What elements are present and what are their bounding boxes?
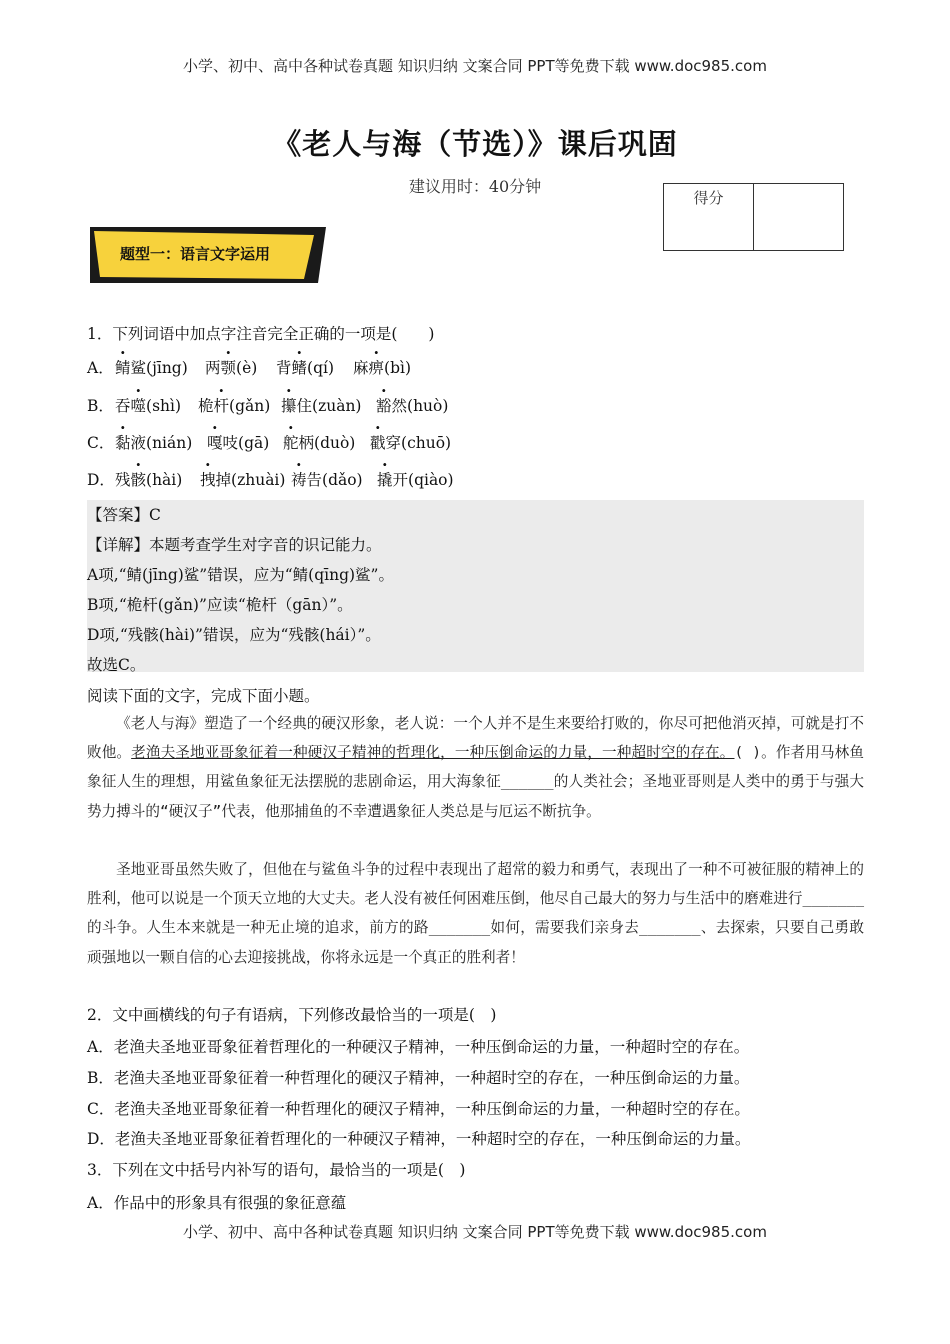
- q1-options: [87, 356, 867, 506]
- q1-option-a-word-1: 鲭鲨(jīng): [115, 359, 188, 377]
- q1-option-d-word-4: 撬开(qiào): [377, 471, 454, 489]
- q1-option-b-letter[interactable]: B．: [87, 397, 114, 415]
- explanation-a: A项,“鲭(jīng)鲨”错误，应为“鲭(qīng)鲨”。: [87, 566, 394, 584]
- score-label: 得分: [693, 189, 724, 207]
- page-header: 小学、初中、高中各种试卷真题 知识归纳 文案合同 PPT等免费下载 www.doc985.com: [183, 57, 767, 75]
- q1-option-b-word-1: 吞噬(shì): [115, 397, 182, 415]
- passage-paragraph-1: 《老人与海》塑造了一个经典的硬汉形象，老人说：一个人并不是生来要给打败的，你尽可把他消灭掉，可就是打不败他。老渔夫圣地亚哥象征着一种硬汉子精神的哲理化，一种压倒命运的力量，一种超时空的存在。( )。作者用马林鱼象征人生的理想，用鲨鱼象征无法摆脱的悲剧命运，用大海象征______的人类社会；圣地亚哥则是人类中的勇于与强大势力搏斗的“硬汉子”代表，他那捕鱼的不幸遭遇象征人类总是与厄运不断抗争。: [87, 715, 864, 820]
- q1-option-d-word-1: 残骸(hài): [115, 471, 183, 489]
- explanation-b: B项,“桅杆(gǎn)”应读“桅杆（gān）”。: [87, 596, 353, 614]
- answer-line: 【答案】C: [87, 506, 161, 524]
- q1-option-c-letter[interactable]: C．: [87, 434, 115, 452]
- explanation-line: 【详解】本题考查学生对字音的识记能力。: [87, 536, 382, 554]
- q3-option-a[interactable]: A．作品中的形象具有很强的象征意蕴: [87, 1194, 347, 1212]
- section-label: 题型一：语言文字运用: [119, 245, 270, 263]
- page-title: 《老人与海（节选）》课后巩固: [272, 127, 678, 161]
- q1-option-a-word-3: 背鳍(qí): [276, 359, 335, 377]
- underlined-sentence: 老渔夫圣地亚哥象征着一种硬汉子精神的哲理化，一种压倒命运的力量，一种超时空的存在。: [131, 744, 735, 762]
- passage-paragraph-2: 圣地亚哥虽然失败了，但他在与鲨鱼斗争的过程中表现出了超常的毅力和勇气，表现出了一种不可被征服的精神上的胜利，他可以说是一个顶天立地的大丈夫。老人没有被任何困难压倒，他尽自己最大的努力与生活中的磨难进行_______的斗争。人生本来就是一种无止境的追求，前方的路_______如何，需要我们亲身去_______、去探索，只要自己勇敢顽强地以一颗自信的心去迎接挑战，你将永远是一个真正的胜利者！: [87, 861, 864, 966]
- q1-option-c-word-3: 舵柄(duò): [283, 434, 356, 452]
- q3-stem: 3．下列在文中括号内补写的语句，最恰当的一项是( ): [87, 1161, 466, 1179]
- q1-option-d-letter[interactable]: D．: [87, 471, 115, 489]
- page-footer: 小学、初中、高中各种试卷真题 知识归纳 文案合同 PPT等免费下载 www.doc985.com: [183, 1223, 767, 1241]
- q1-option-d-word-2: 拽掉(zhuài): [200, 471, 286, 489]
- score-box: [663, 183, 844, 251]
- reading-intro: 阅读下面的文字，完成下面小题。: [87, 687, 320, 705]
- q1-option-a-letter[interactable]: A．: [87, 359, 114, 377]
- q2-option-d[interactable]: D．老渔夫圣地亚哥象征着哲理化的一种硬汉子精神，一种超时空的存在，一种压倒命运的力量。: [87, 1130, 751, 1148]
- score-value-cell[interactable]: [754, 184, 844, 251]
- q1-option-a-word-2: 两颚(è): [205, 359, 258, 377]
- q1-stem: 1．下列词语中加点字注音完全正确的一项是( ): [87, 325, 435, 343]
- q2-option-c[interactable]: C．老渔夫圣地亚哥象征着一种哲理化的硬汉子精神，一种压倒命运的力量，一种超时空的存在。: [87, 1100, 750, 1118]
- q1-option-c-word-1: 黏液(nián): [115, 434, 193, 452]
- q2-option-b[interactable]: B．老渔夫圣地亚哥象征着一种哲理化的硬汉子精神，一种超时空的存在，一种压倒命运的力量。: [87, 1069, 750, 1087]
- q1-option-b-word-4: 豁然(huò): [376, 397, 449, 415]
- suggested-time: 建议用时：40分钟: [408, 177, 542, 196]
- explanation-d: D项,“残骸(hài)”错误，应为“残骸(hái）”。: [87, 626, 381, 644]
- q1-option-d-word-3: 祷告(dǎo): [291, 471, 363, 489]
- q1-option-b-word-2: 桅杆(gǎn): [198, 397, 271, 415]
- explanation-conclusion: 故选C。: [87, 656, 146, 674]
- q1-option-c-word-4: 戳穿(chuō): [370, 434, 452, 452]
- q1-option-c-word-2: 嘎吱(gā): [207, 434, 270, 452]
- q2-stem: 2．文中画横线的句子有语病，下列修改最恰当的一项是( ): [87, 1006, 497, 1024]
- q1-option-a-word-4: 麻痹(bì): [353, 359, 412, 377]
- q1-option-b-word-3: 攥住(zuàn): [281, 397, 362, 415]
- answer-panel: [87, 500, 864, 672]
- q2-option-a[interactable]: A．老渔夫圣地亚哥象征着哲理化的一种硬汉子精神，一种压倒命运的力量，一种超时空的存在。: [87, 1038, 750, 1056]
- score-label-cell: [664, 184, 754, 251]
